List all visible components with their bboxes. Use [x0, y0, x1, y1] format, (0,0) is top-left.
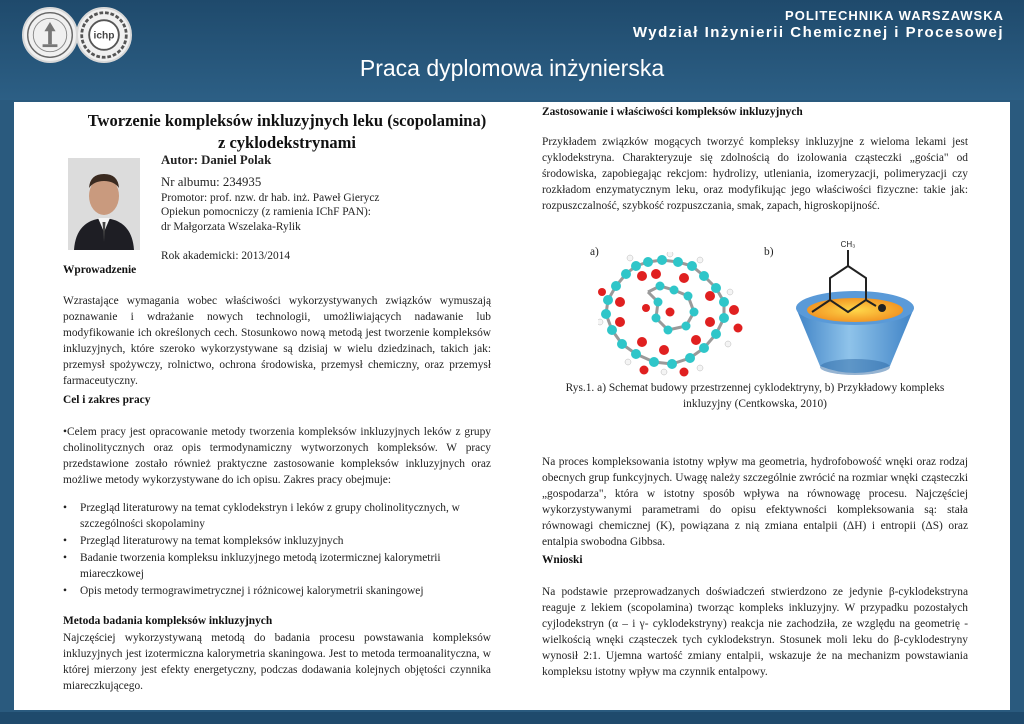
figure-label-b: b): [764, 246, 774, 258]
method-text: Najczęściej wykorzystywaną metodą do badania procesu powstawania kompleksów inkluzyjnych jest izotermiczna kalorymetria skaningowa. Jest to metoda termoanalityczna, w której mierzony jest efekty energetyczny, podczas dodawania kolejnych objętości czynnika miareczkującego.: [63, 632, 491, 692]
header-bar: [0, 0, 1024, 100]
scope-list: [63, 500, 491, 599]
figure-label-a: a): [590, 246, 599, 258]
methyl-label: CH₃: [840, 240, 856, 249]
scope-item: • Przegląd literaturowy na temat cyklodekstryn i leków z grupy cholinolitycznych, w szczególności skopolaminy: [63, 502, 460, 530]
goal-text: •Celem pracy jest opracowanie metody tworzenia kompleksów inkluzyjnych leków z grupy cholinolitycznych oraz opis termodynamiczny wytworzonych kompleksów. W pracy przedstawione zostało również praktyczne zastosowanie kompleksów inkluzyjnych oraz możliwe metody wykorzystywane do ich opisu. Zakres pracy obejmuje:: [63, 426, 491, 486]
poster-title-line1: Tworzenie kompleksów inkluzyjnych leku (scopolamina): [87, 111, 487, 130]
goal-heading: Cel i zakres pracy: [63, 394, 151, 406]
figure-caption: [542, 380, 968, 412]
faculty-name: Wydział Inżynierii Chemicznej i Procesowej: [632, 24, 1004, 41]
cyclodextrin-molecule-figure: [598, 252, 748, 378]
author-photo: [68, 158, 140, 250]
scope-item: • Opis metody termograwimetrycznej i różnicowej kalorymetrii skaningowej: [63, 585, 424, 597]
scope-item: • Przegląd literaturowy na temat kompleksów inkluzyjnych: [63, 535, 344, 547]
academic-year: Rok akademicki: 2013/2014: [161, 250, 291, 262]
method-heading: Metoda badania kompleksów inkluzyjnych: [63, 615, 273, 627]
intro-heading: Wprowadzenie: [63, 264, 137, 276]
scope-item: • Badanie tworzenia kompleksu inkluzyjnego metodą izotermicznej kalorymetrii miareczkowej: [63, 552, 441, 580]
poster-type-title: Praca dyplomowa inżynierska: [359, 55, 665, 81]
application-heading: Zastosowanie i właściwości kompleksów inkluzyjnych: [542, 106, 803, 118]
opiekun-name: dr Małgorzata Wszelaka-Rylik: [161, 221, 301, 233]
poster-title-line2: z cyklodekstrynami: [218, 133, 356, 152]
conclusions-heading: Wnioski: [542, 554, 583, 566]
application-text: Przykładem związków mogących tworzyć kompleksy inkluzyjne z wieloma lekami jest cyklodekstryna. Charakteryzuje się zdolnością do izolowania cząsteczki „gościa" od środowiska, zapobiegając rekcjom: hydrolizy, utleniania, izomeryzacji, polimeryzacji czy rozkładom enzymatycznym leku, oraz modyfikując jego właściwości fizyczne: takie jak: rozpuszczalność, szybkość rozpuszczania, smak, zapach, higroskopijność.: [542, 136, 968, 212]
intro-text: Wzrastające wymagania wobec właściwości wykorzystywanych związków wymuszają poznawanie i wdrażanie nowych technologii, umożliwiających nadawanie lub modyfikowanie ich określonych cech. Stosunkowo nową metodą jest tworzenie kompleksów inkluzyjnych, które szeroko wykorzystywane są dzisiaj w wielu dziedzinach, takich jak: przemysł spożywczy, rolnictwo, ochrona środowiska, przemysł chemiczny, oraz przemysł farmaceutyczny.: [63, 295, 491, 387]
album-number: Nr albumu: 234935: [161, 175, 262, 189]
author-name: Autor: Daniel Polak: [161, 153, 272, 167]
conclusions-text: Na podstawie przeprowadzanych doświadczeń stwierdzono ze jedynie β-cyklodekstryna reaguje z lekiem (scopolamina) tworząc kompleks inkluzyjny. W przypadku pozostałych cyjlodekstryn (α – i γ- cyklodekstryny) reakcja nie zachodziła, ze względu na geometrię - wielkością wnęki cząsteczek tych cyklodekstryn. Stosunek moli leku do β-cyklodestryny wynosił 2:1. Ujemna wartość zmiany entalpii, wskazuje że na mechanizm powstawiania kompleksu istotny wpływ ma czynnik entalpowy.: [542, 586, 968, 678]
promotor: Promotor: prof. nzw. dr hab. inż. Paweł Gierycz: [161, 192, 380, 204]
inclusion-complex-figure: [790, 238, 920, 380]
process-text: Na proces kompleksowania istotny wpływ ma geometria, hydrofobowość wnęki oraz rodzaj obecnych grup funkcyjnych. Uwagę należy szczególnie zwrócić na rozmiar wnęki cząsteczki „gospodarza", która w istotny sposób wpływa na równowagę procesu. Najczęściej wykorzystywanymi parametrami do opisu efektywności kompleksowania są: stała równowagi chemicznej (K), powiązana z nią zmiana entalpii (ΔH) i entropii (ΔS) oraz entalpia swobodna Gibbsa.: [542, 456, 968, 548]
figure-caption-line2: inkluzyjny (Centkowska, 2010): [683, 398, 827, 410]
poster-title: [60, 110, 514, 154]
ichp-logo-text: ichp: [93, 30, 115, 42]
figure-caption-line1: Rys.1. a) Schemat budowy przestrzennej cyklodektryny, b) Przykładowy kompleks: [565, 382, 945, 394]
university-name: POLITECHNIKA WARSZAWSKA: [785, 8, 1004, 23]
opiekun: Opiekun pomocniczy (z ramienia IChF PAN):: [161, 206, 371, 218]
footer-bar: [0, 712, 1024, 724]
